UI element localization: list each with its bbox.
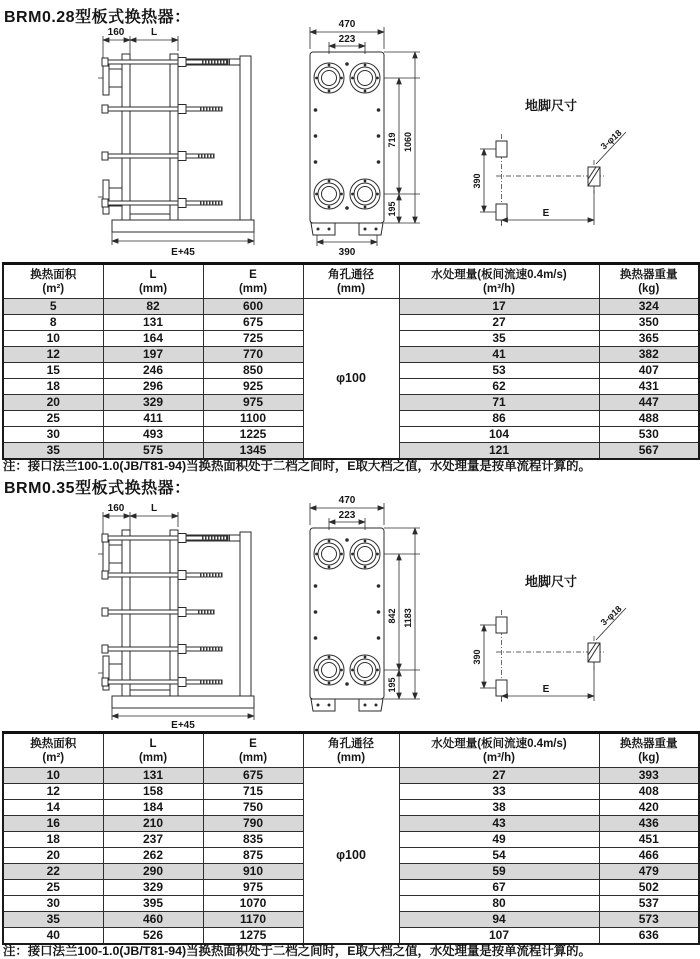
cell-L: 237 bbox=[103, 832, 203, 848]
spec-table-header bbox=[3, 264, 699, 299]
cell-area: 20 bbox=[3, 395, 103, 411]
cell-L: 460 bbox=[103, 912, 203, 928]
dim-label: E bbox=[542, 684, 550, 695]
port-diameter-cell: φ100 bbox=[303, 299, 399, 460]
cell-E: 750 bbox=[203, 800, 303, 816]
hole-callout: 3-φ18 bbox=[598, 127, 624, 152]
cell-water: 80 bbox=[399, 896, 599, 912]
cell-E: 1070 bbox=[203, 896, 303, 912]
cell-E: 675 bbox=[203, 768, 303, 784]
cell-E: 850 bbox=[203, 363, 303, 379]
drawings-brm035 bbox=[0, 490, 700, 730]
dim-label: 160 bbox=[107, 27, 125, 38]
cell-water: 53 bbox=[399, 363, 599, 379]
cell-area: 30 bbox=[3, 896, 103, 912]
cell-E: 1100 bbox=[203, 411, 303, 427]
footnote-brm028: 注：接口法兰100-1.0(JB/T81-94)当换热面积处于二档之间时，E取大档之值，水处理量是按单流程计算的。 bbox=[3, 459, 591, 473]
front-view-drawing bbox=[310, 19, 420, 258]
col-header-water: 水处理量(板间流速0.4m/s) (m³/h) bbox=[399, 733, 599, 768]
cell-L: 210 bbox=[103, 816, 203, 832]
cell-weight: 502 bbox=[599, 880, 699, 896]
spec-table-brm035 bbox=[2, 731, 700, 945]
cell-E: 1275 bbox=[203, 928, 303, 945]
cell-area: 30 bbox=[3, 427, 103, 443]
dim-label: 390 bbox=[472, 649, 482, 665]
cell-weight: 488 bbox=[599, 411, 699, 427]
mounting-feet bbox=[311, 699, 383, 711]
cell-L: 526 bbox=[103, 928, 203, 945]
cell-area: 8 bbox=[3, 315, 103, 331]
cell-weight: 350 bbox=[599, 315, 699, 331]
cell-area: 20 bbox=[3, 848, 103, 864]
cell-E: 975 bbox=[203, 880, 303, 896]
cell-weight: 636 bbox=[599, 928, 699, 945]
cell-water: 27 bbox=[399, 768, 599, 784]
cell-L: 184 bbox=[103, 800, 203, 816]
cell-weight: 573 bbox=[599, 912, 699, 928]
dim-label: 390 bbox=[338, 247, 356, 258]
col-header-weight: 换热器重量 (kg) bbox=[599, 264, 699, 299]
cell-L: 262 bbox=[103, 848, 203, 864]
cell-area: 25 bbox=[3, 880, 103, 896]
dim-label: 223 bbox=[338, 34, 356, 45]
cell-water: 107 bbox=[399, 928, 599, 945]
col-header-weight: 换热器重量 (kg) bbox=[599, 733, 699, 768]
cell-water: 67 bbox=[399, 880, 599, 896]
dim-label: 1183 bbox=[403, 608, 413, 628]
cell-area: 15 bbox=[3, 363, 103, 379]
spec-table-body bbox=[3, 768, 699, 945]
dim-label: 223 bbox=[338, 510, 356, 521]
port-diameter-cell: φ100 bbox=[303, 768, 399, 945]
side-view-drawing bbox=[98, 503, 254, 730]
cell-L: 164 bbox=[103, 331, 203, 347]
cell-L: 493 bbox=[103, 427, 203, 443]
cell-weight: 365 bbox=[599, 331, 699, 347]
cell-area: 10 bbox=[3, 768, 103, 784]
dim-label: 390 bbox=[472, 173, 482, 189]
cell-area: 25 bbox=[3, 411, 103, 427]
cell-weight: 479 bbox=[599, 864, 699, 880]
foot-plan-title: 地脚尺寸 bbox=[524, 574, 578, 589]
cell-E: 1170 bbox=[203, 912, 303, 928]
cell-E: 875 bbox=[203, 848, 303, 864]
cell-E: 925 bbox=[203, 379, 303, 395]
cell-area: 16 bbox=[3, 816, 103, 832]
cell-E: 1345 bbox=[203, 443, 303, 460]
cell-E: 715 bbox=[203, 784, 303, 800]
drawings-brm028 bbox=[0, 14, 700, 258]
cell-weight: 382 bbox=[599, 347, 699, 363]
cell-L: 395 bbox=[103, 896, 203, 912]
cell-E: 835 bbox=[203, 832, 303, 848]
cell-water: 62 bbox=[399, 379, 599, 395]
cell-area: 35 bbox=[3, 443, 103, 460]
mounting-feet bbox=[311, 223, 383, 235]
cell-weight: 431 bbox=[599, 379, 699, 395]
cell-water: 17 bbox=[399, 299, 599, 315]
cell-weight: 393 bbox=[599, 768, 699, 784]
spec-table-body bbox=[3, 299, 699, 460]
cell-E: 910 bbox=[203, 864, 303, 880]
dim-label: 160 bbox=[107, 503, 125, 514]
col-header-E: E (mm) bbox=[203, 733, 303, 768]
dim-label: L bbox=[150, 503, 158, 514]
section-title-brm035: BRM0.35型板式换热器： bbox=[4, 480, 191, 497]
cell-E: 1225 bbox=[203, 427, 303, 443]
cell-water: 59 bbox=[399, 864, 599, 880]
foot-plan-drawing bbox=[472, 98, 626, 226]
hole-callout: 3-φ18 bbox=[598, 603, 624, 628]
cell-area: 5 bbox=[3, 299, 103, 315]
cell-L: 411 bbox=[103, 411, 203, 427]
footnote-brm035: 注：接口法兰100-1.0(JB/T81-94)当换热面积处于二档之间时，E取大档之值，水处理量是按单流程计算的。 bbox=[3, 944, 591, 958]
cell-L: 246 bbox=[103, 363, 203, 379]
cell-area: 18 bbox=[3, 379, 103, 395]
cell-L: 290 bbox=[103, 864, 203, 880]
cell-water: 35 bbox=[399, 331, 599, 347]
col-header-port: 角孔通径 (mm) bbox=[303, 264, 399, 299]
foot-plan-drawing bbox=[472, 574, 626, 702]
cell-E: 770 bbox=[203, 347, 303, 363]
cell-water: 54 bbox=[399, 848, 599, 864]
cell-E: 790 bbox=[203, 816, 303, 832]
dim-label: 195 bbox=[387, 201, 397, 217]
front-view-drawing bbox=[310, 495, 420, 711]
cell-area: 14 bbox=[3, 800, 103, 816]
cell-water: 49 bbox=[399, 832, 599, 848]
cell-water: 86 bbox=[399, 411, 599, 427]
cell-weight: 567 bbox=[599, 443, 699, 460]
col-header-E: E (mm) bbox=[203, 264, 303, 299]
section-title-brm028: BRM0.28型板式换热器： bbox=[4, 9, 191, 26]
dim-label: E+45 bbox=[171, 720, 195, 730]
cell-area: 12 bbox=[3, 347, 103, 363]
dim-label: 195 bbox=[387, 677, 397, 693]
dim-label: 719 bbox=[387, 132, 397, 148]
spec-table-header bbox=[3, 733, 699, 768]
cell-weight: 408 bbox=[599, 784, 699, 800]
cell-weight: 530 bbox=[599, 427, 699, 443]
cell-E: 600 bbox=[203, 299, 303, 315]
dim-label: 470 bbox=[338, 19, 356, 30]
cell-water: 104 bbox=[399, 427, 599, 443]
dim-label: E+45 bbox=[171, 247, 195, 258]
cell-area: 10 bbox=[3, 331, 103, 347]
cell-area: 22 bbox=[3, 864, 103, 880]
side-view-drawing bbox=[98, 27, 254, 258]
cell-weight: 451 bbox=[599, 832, 699, 848]
cell-water: 43 bbox=[399, 816, 599, 832]
cell-L: 131 bbox=[103, 315, 203, 331]
cell-E: 675 bbox=[203, 315, 303, 331]
cell-L: 329 bbox=[103, 395, 203, 411]
spec-table-brm028 bbox=[2, 262, 700, 460]
dim-label: L bbox=[150, 27, 158, 38]
cell-weight: 447 bbox=[599, 395, 699, 411]
cell-L: 296 bbox=[103, 379, 203, 395]
cell-L: 575 bbox=[103, 443, 203, 460]
cell-area: 40 bbox=[3, 928, 103, 945]
table-row bbox=[3, 768, 699, 784]
cell-water: 38 bbox=[399, 800, 599, 816]
cell-water: 94 bbox=[399, 912, 599, 928]
col-header-L: L (mm) bbox=[103, 733, 203, 768]
dim-label: 470 bbox=[338, 495, 356, 506]
dim-label: 842 bbox=[387, 608, 397, 624]
cell-weight: 407 bbox=[599, 363, 699, 379]
cell-weight: 466 bbox=[599, 848, 699, 864]
cell-L: 158 bbox=[103, 784, 203, 800]
cell-L: 82 bbox=[103, 299, 203, 315]
cell-L: 329 bbox=[103, 880, 203, 896]
cell-area: 12 bbox=[3, 784, 103, 800]
cell-area: 35 bbox=[3, 912, 103, 928]
col-header-area: 换热面积 (m²) bbox=[3, 264, 103, 299]
cell-water: 27 bbox=[399, 315, 599, 331]
foot-plan-title: 地脚尺寸 bbox=[524, 98, 578, 113]
col-header-area: 换热面积 (m²) bbox=[3, 733, 103, 768]
cell-area: 18 bbox=[3, 832, 103, 848]
cell-water: 121 bbox=[399, 443, 599, 460]
dim-label: 1060 bbox=[403, 131, 413, 153]
cell-L: 197 bbox=[103, 347, 203, 363]
cell-weight: 420 bbox=[599, 800, 699, 816]
cell-weight: 537 bbox=[599, 896, 699, 912]
cell-weight: 324 bbox=[599, 299, 699, 315]
cell-L: 131 bbox=[103, 768, 203, 784]
table-row bbox=[3, 299, 699, 315]
cell-E: 975 bbox=[203, 395, 303, 411]
dim-label: E bbox=[542, 208, 550, 219]
col-header-water: 水处理量(板间流速0.4m/s) (m³/h) bbox=[399, 264, 599, 299]
cell-E: 725 bbox=[203, 331, 303, 347]
cell-weight: 436 bbox=[599, 816, 699, 832]
cell-water: 33 bbox=[399, 784, 599, 800]
cell-water: 71 bbox=[399, 395, 599, 411]
col-header-L: L (mm) bbox=[103, 264, 203, 299]
col-header-port: 角孔通径 (mm) bbox=[303, 733, 399, 768]
cell-water: 41 bbox=[399, 347, 599, 363]
